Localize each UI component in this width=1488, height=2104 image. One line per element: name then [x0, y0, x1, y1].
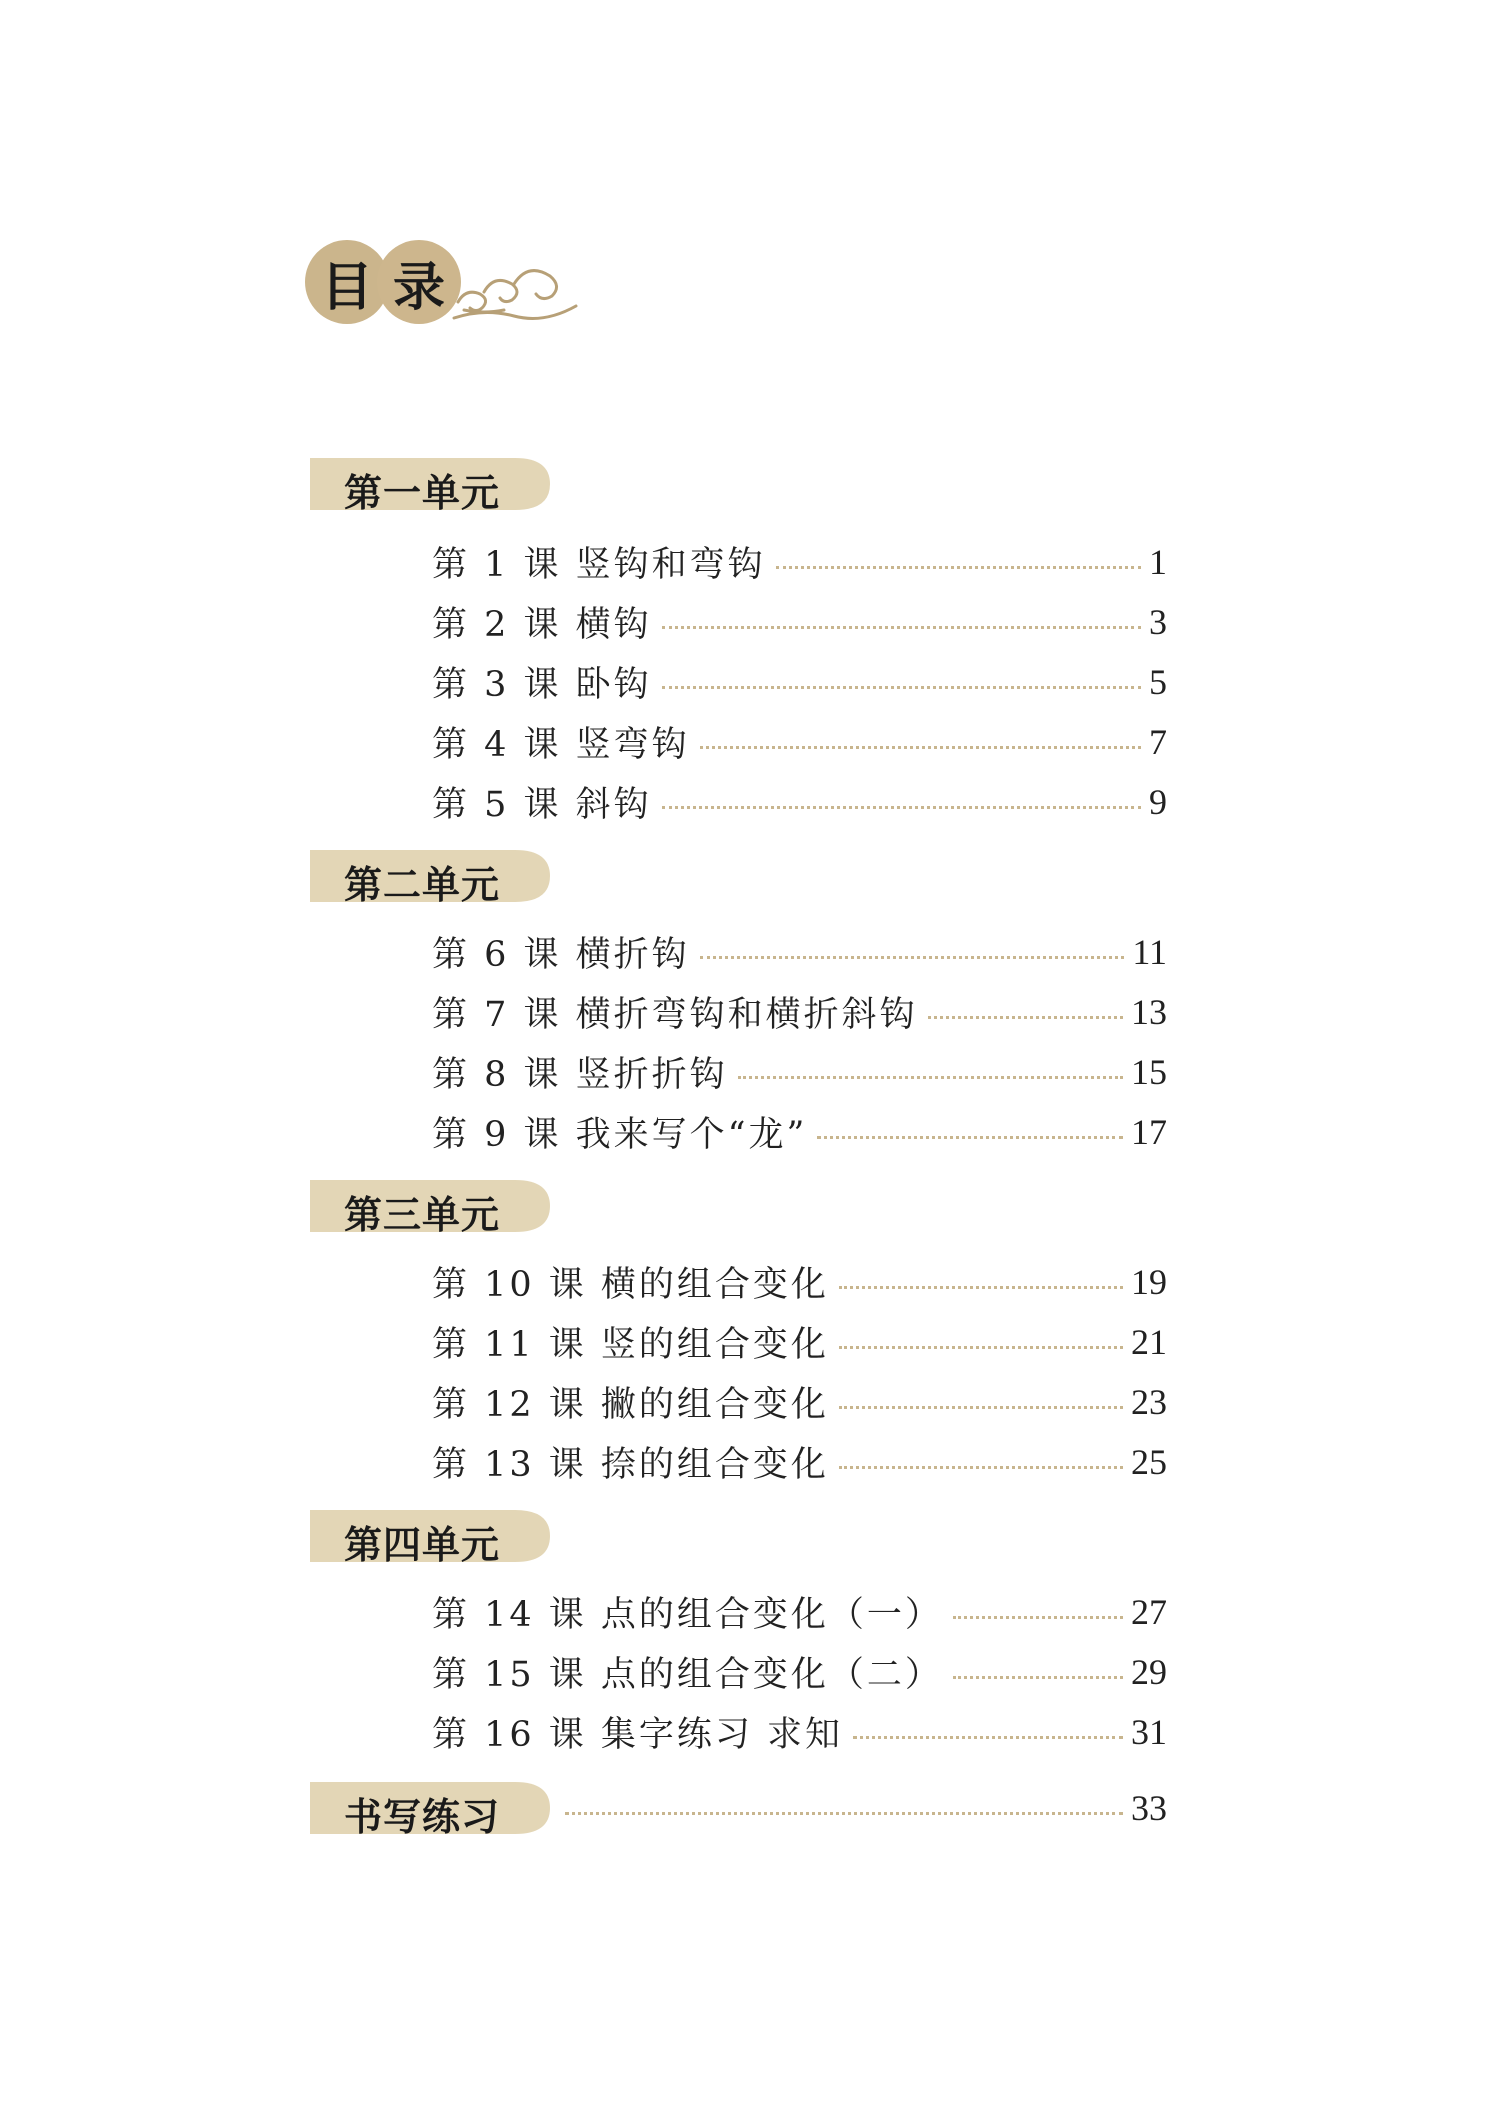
page-number: 11: [1132, 932, 1167, 972]
lesson-title: 第 3 课 卧钩: [432, 665, 652, 705]
dot-leader: [700, 746, 1141, 749]
dot-leader: [776, 566, 1141, 569]
dot-leader: [839, 1466, 1123, 1469]
lesson-title: 第 4 课 竖弯钩: [432, 725, 690, 765]
page-number: 1: [1149, 542, 1167, 582]
toc-entry[interactable]: [432, 1260, 1167, 1304]
page-number: 17: [1131, 1112, 1167, 1152]
lesson-title: 第 6 课 横折钩: [432, 935, 690, 975]
lesson-title: 第 14 课 点的组合变化（一）: [432, 1595, 943, 1635]
dot-leader: [662, 626, 1141, 629]
lesson-title: 第 10 课 横的组合变化: [432, 1265, 829, 1305]
dot-leader: [817, 1136, 1123, 1139]
unit-2-tab: [310, 850, 550, 907]
lesson-title: 第 1 课 竖钩和弯钩: [432, 545, 766, 585]
dot-leader: [928, 1016, 1123, 1019]
toc-entry[interactable]: [432, 1110, 1167, 1154]
toc-entry[interactable]: [432, 540, 1167, 584]
lesson-title: 第 16 课 集字练习 求知: [432, 1715, 844, 1755]
lesson-title: 第 13 课 捺的组合变化: [432, 1445, 829, 1485]
page-number: 5: [1149, 662, 1167, 702]
dot-leader: [853, 1736, 1123, 1739]
toc-entry[interactable]: [432, 1050, 1167, 1094]
toc-entry[interactable]: [432, 1380, 1167, 1424]
dot-leader: [839, 1286, 1123, 1289]
toc-title: [305, 240, 585, 340]
unit-4-tab: [310, 1510, 550, 1567]
toc-entry[interactable]: [432, 660, 1167, 704]
lesson-title: 第 8 课 竖折折钩: [432, 1055, 728, 1095]
toc-entry[interactable]: [432, 600, 1167, 644]
toc-entry[interactable]: [432, 990, 1167, 1034]
page-number: 31: [1131, 1712, 1167, 1752]
lesson-title: 第 9 课 我来写个“龙”: [432, 1115, 808, 1155]
toc-entry[interactable]: [432, 780, 1167, 824]
unit-4-label: 第四单元: [344, 1523, 501, 1567]
page-number: 29: [1131, 1652, 1167, 1692]
page-number: 27: [1131, 1592, 1167, 1632]
practice-tab: [310, 1782, 550, 1839]
lesson-title: 第 12 课 撇的组合变化: [432, 1385, 829, 1425]
page-number: 23: [1131, 1382, 1167, 1422]
toc-entry[interactable]: [432, 1320, 1167, 1364]
page-number: 7: [1149, 722, 1167, 762]
page-number: 9: [1149, 782, 1167, 822]
dot-leader: [839, 1406, 1123, 1409]
toc-entry[interactable]: [432, 1710, 1167, 1754]
title-char-lu: 录: [377, 240, 461, 324]
page-number: 3: [1149, 602, 1167, 642]
toc-entry[interactable]: [432, 1650, 1167, 1694]
dot-leader: [839, 1346, 1123, 1349]
practice-label: 书写练习: [344, 1795, 501, 1839]
page-number: 25: [1131, 1442, 1167, 1482]
toc-entry[interactable]: [432, 720, 1167, 764]
dot-leader: [953, 1616, 1123, 1619]
unit-2-label: 第二单元: [344, 863, 501, 907]
dot-leader: [738, 1076, 1123, 1079]
toc-entry[interactable]: [432, 1590, 1167, 1634]
cloud-ornament-icon: [450, 262, 580, 332]
toc-entry[interactable]: [432, 1440, 1167, 1484]
unit-1-label: 第一单元: [344, 471, 501, 515]
dot-leader: [700, 956, 1125, 959]
dot-leader: [662, 806, 1141, 809]
lesson-title: 第 7 课 横折弯钩和横折斜钩: [432, 995, 918, 1035]
unit-1-tab: [310, 458, 550, 515]
page-number: 15: [1131, 1052, 1167, 1092]
lesson-title: 第 11 课 竖的组合变化: [432, 1325, 829, 1365]
page-number: 21: [1131, 1322, 1167, 1362]
title-char-mu: 目: [305, 240, 389, 324]
unit-3-label: 第三单元: [344, 1193, 501, 1237]
dot-leader: [662, 686, 1141, 689]
lesson-title: 第 5 课 斜钩: [432, 785, 652, 825]
page-number: 33: [1131, 1788, 1167, 1828]
unit-3-tab: [310, 1180, 550, 1237]
toc-entry[interactable]: [432, 930, 1167, 974]
page-number: 19: [1131, 1262, 1167, 1302]
lesson-title: 第 15 课 点的组合变化（二）: [432, 1655, 943, 1695]
practice-entry[interactable]: [565, 1786, 1167, 1830]
page-number: 13: [1131, 992, 1167, 1032]
dot-leader: [953, 1676, 1123, 1679]
dot-leader: [565, 1812, 1123, 1815]
lesson-title: 第 2 课 横钩: [432, 605, 652, 645]
